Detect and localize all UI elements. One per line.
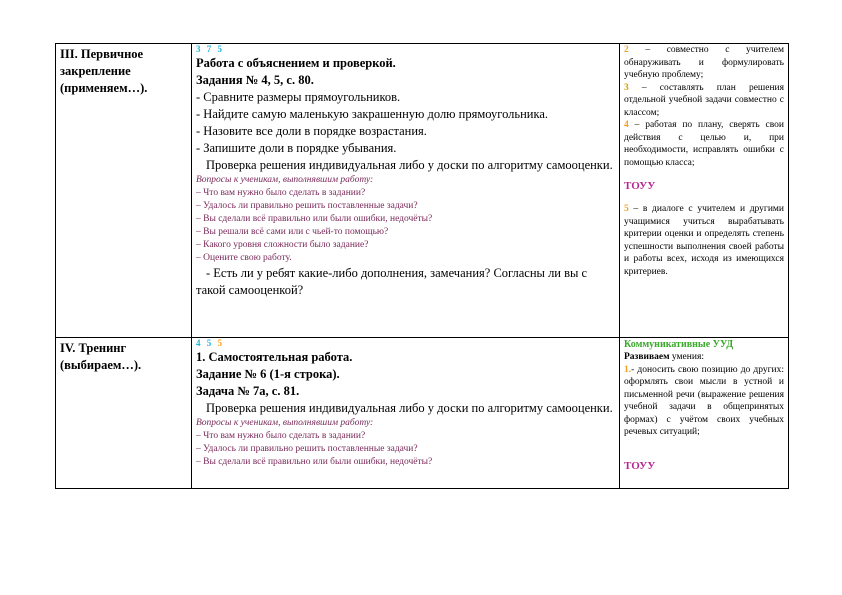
uud-paragraph: 5 – в диалоге с учителем и другими учащимися учиться вырабатывать критерии оценки и определять степень успешности выполнения своей работы и работы всех, исходя из имеющихся критериев. [624, 204, 784, 277]
activity-title: Работа с объяснением и проверкой. [196, 56, 396, 70]
question-item: – Вы сделали всё правильно или были ошибки, недочёты? [196, 214, 433, 224]
question-item: – Оцените свою работу. [196, 253, 292, 263]
uud-paragraph: 4 – работая по плану, сверять свои действия с целью и, при необходимости, исправлять ошибки с помощью класса; [624, 120, 784, 168]
list-item: - Найдите самую маленькую закрашенную долю прямоугольника. [196, 107, 549, 121]
table-row [56, 338, 789, 489]
questions-heading: Вопросы к ученикам, выполнявшим работу: [196, 418, 374, 428]
uud-paragraph: 1.- доносить свою позицию до других: оформлять свои мысли в устной и письменной речи (выражение решения учебной задачи в общепринятых формах) с учётом своих учебных речевых ситуаций; [624, 364, 784, 437]
question-item: – Вы сделали всё правильно или были ошибки, недочёты? [196, 457, 433, 467]
activity-cell [192, 338, 620, 489]
task-reference: Задания № 4, 5, с. 80. [196, 73, 314, 87]
check-text: Проверка решения индивидуальная либо у доски по алгоритму самооценки. [206, 401, 613, 415]
stage-cell [56, 338, 192, 489]
list-item: - Назовите все доли в порядке возрастания. [196, 124, 427, 138]
table-row [56, 44, 789, 338]
uud-heading: Коммуникативные УУД [624, 339, 734, 350]
activity-cell [192, 44, 620, 338]
question-item: – Удалось ли правильно решить поставленные задачи? [196, 201, 418, 211]
list-item: - Запишите доли в порядке убывания. [196, 141, 397, 155]
final-question: - Есть ли у ребят какие-либо дополнения, замечания? Согласны ли вы с такой самооценкой? [196, 266, 588, 297]
toyy-label: ТОУУ [624, 459, 656, 472]
uud-cell [620, 44, 789, 338]
activity-title: 1. Самостоятельная работа. [196, 350, 353, 364]
toyy-label: ТОУУ [624, 180, 656, 192]
uud-cell [620, 338, 789, 489]
difficulty-numbers: 3 7 5 [196, 44, 224, 54]
question-item: – Какого уровня сложности было задание? [196, 240, 369, 250]
check-text: Проверка решения индивидуальная либо у доски по алгоритму самооценки. [206, 158, 613, 172]
difficulty-numbers: 4 5 5 [196, 338, 224, 348]
stage-label: IV. Тренинг (выбираем…). [60, 341, 142, 372]
question-item: – Вы решали всё сами или с чьей-то помощью? [196, 227, 389, 237]
task-reference: Задача № 7а, с. 81. [196, 384, 300, 398]
question-item: – Удалось ли правильно решить поставленные задачи? [196, 444, 418, 454]
list-item: - Сравните размеры прямоугольников. [196, 90, 401, 104]
uud-paragraph: 2 – совместно с учителем обнаруживать и формулировать учебную проблему; [624, 45, 784, 80]
stage-label: III. Первичное закрепление (применяем…). [60, 47, 148, 95]
develop-line: Развиваем умения: [624, 352, 704, 362]
questions-heading: Вопросы к ученикам, выполнявшим работу: [196, 175, 374, 185]
lesson-table [55, 43, 789, 489]
question-item: – Что вам нужно было сделать в задании? [196, 431, 366, 441]
stage-cell [56, 44, 192, 338]
uud-paragraph: 3 – составлять план решения отдельной учебной задачи совместно с классом; [624, 82, 784, 118]
question-item: – Что вам нужно было сделать в задании? [196, 188, 366, 198]
task-reference: Задание № 6 (1-я строка). [196, 367, 340, 381]
